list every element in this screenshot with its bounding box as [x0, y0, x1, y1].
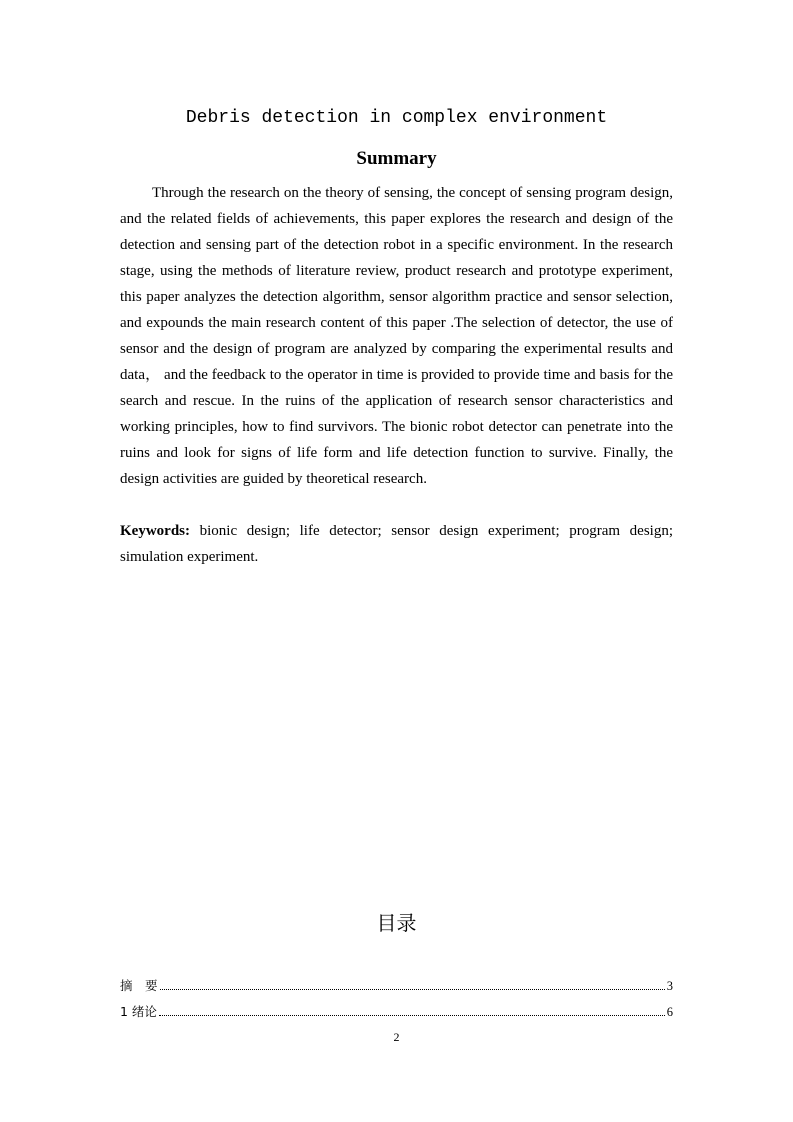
toc-dot-leader [159, 1014, 665, 1016]
toc-entry-page: 6 [666, 1005, 673, 1019]
toc-heading: 目录 [376, 911, 417, 935]
toc-entry-introduction[interactable] [120, 1002, 673, 1028]
page-number: 2 [393, 1030, 400, 1044]
keywords-text: bionic design; life detector; sensor design experiment; program design; simulation experiment. [120, 523, 673, 565]
summary-heading: Summary [356, 148, 437, 169]
toc-entry-abstract[interactable] [120, 976, 673, 1002]
keywords-label: Keywords: [120, 523, 190, 539]
document-title: Debris detection in complex environment [185, 108, 608, 128]
toc-entry-label: 摘 要 [120, 978, 158, 993]
table-of-contents [120, 976, 673, 1028]
toc-dot-leader [160, 988, 665, 990]
abstract-paragraph: Through the research on the theory of sensing, the concept of sensing program design, and the related fields of achievements, this paper explores the research and design of the detection and sensing part of the detection robot in a specific environment. In the research stage, using the methods of literature review, product research and prototype experiment, this paper analyzes the detection algorithm, sensor algorithm practice and sensor selection, and expounds the main research content of this paper .The selection of detector, the use of sensor and the design of program are analyzed by comparing the experimental results and data， and the feedback to the operator in time is provided to provide time and basis for the search and rescue. In the ruins of the application of research sensor characteristics and working principles, how to find survivors. The bionic robot detector can penetrate into the ruins and look for signs of life form and life detection function to survive. Finally, the design activities are guided by theoretical research. [120, 185, 673, 487]
toc-entry-label: 1 绪论 [120, 1004, 157, 1019]
keywords-paragraph [120, 518, 673, 570]
toc-entry-page: 3 [666, 979, 673, 993]
